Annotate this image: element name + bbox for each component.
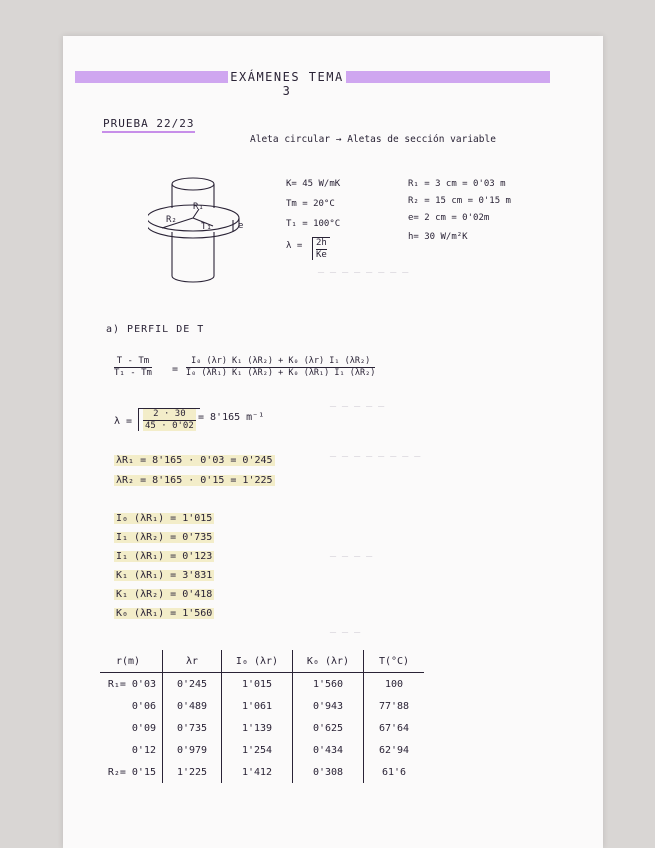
subtitle: Aleta circular → Aletas de sección variable [250,134,496,145]
param-r1: R₁ = 3 cm = 0'03 m [408,179,506,189]
eq-equals: = [172,364,179,375]
temperature-profile-table [100,650,424,783]
table-cell: 1'225 [163,761,222,783]
lambda-def-denominator: Ke [316,250,327,260]
table-header-row [100,650,424,673]
bleed-through: ─ ─ ─ ─ ─ ─ ─ ─ [330,452,421,463]
diagram-label-r2: R₂ [166,215,177,225]
table-cell: 61'6 [364,761,425,783]
table-cell: 0'625 [293,717,364,739]
eq-left-denominator: T₁ - Tm [114,368,152,378]
bleed-through: ─ ─ ─ [330,628,361,639]
table-header: T(°C) [364,650,425,673]
table-cell: 1'254 [222,739,293,761]
table-cell: 0'979 [163,739,222,761]
param-e: e= 2 cm = 0'02m [408,213,490,223]
table-cell: 0'735 [163,717,222,739]
table-cell: 0'06 [131,700,156,712]
lambda-def-fraction [312,237,330,260]
section-a-heading: a) PERFIL DE T [106,324,205,335]
bessel-value: K₀ (λR₁) = 1'560 [116,608,213,619]
table-cell: 67'64 [364,717,425,739]
exam-label: PRUEBA 22/23 [103,117,195,130]
diagram-label-r1: R₁ [193,202,204,212]
lambda-def-numerator: 2h [316,238,327,248]
exam-underline [102,131,195,133]
table-row [100,717,424,739]
table-cell: 0'434 [293,739,364,761]
bleed-through: ─ ─ ─ ─ ─ ─ ─ ─ [318,268,409,279]
table-header: λr [163,650,222,673]
eq-right-numerator: I₀ (λr) K₁ (λR₂) + K₀ (λr) I₁ (λR₂) [186,356,375,368]
table-header: I₀ (λr) [222,650,293,673]
param-r2: R₂ = 15 cm = 0'15 m [408,196,511,206]
table-cell: 0'245 [163,673,222,696]
table-cell: 1'015 [222,673,293,696]
lambda-calc-numerator: 2 · 30 [143,409,196,421]
param-t1: T₁ = 100°C [286,219,341,229]
table-cell: 0'12 [131,744,156,756]
diagram-label-e: e [238,221,244,231]
lambda-def-label: λ = [286,241,303,251]
table-cell: R₂= 0'15 [107,766,156,778]
table-cell: 62'94 [364,739,425,761]
table-cell: 0'489 [163,695,222,717]
table-row [100,695,424,717]
calc-line-lambda-r2: λR₂ = 8'165 · 0'15 = 1'225 [116,475,273,486]
table-cell: 1'560 [293,673,364,696]
page-title: EXÁMENES TEMA 3 [228,70,346,86]
table-cell: 1'412 [222,761,293,783]
table-row [100,739,424,761]
param-h: h= 30 W/m²K [408,232,468,242]
table-header: r(m) [100,650,163,673]
table-row [100,761,424,783]
eq-left-numerator: T - Tm [114,356,152,368]
lambda-calc-result: = 8'165 m⁻¹ [198,412,265,423]
bessel-value: I₁ (λR₂) = 0'735 [116,532,213,543]
table-cell: 1'139 [222,717,293,739]
lambda-calc-denominator: 45 · 0'02 [145,421,194,431]
bessel-value: K₁ (λR₂) = 0'418 [116,589,213,600]
param-tm: Tm = 20°C [286,199,335,209]
bessel-value: K₁ (λR₁) = 3'831 [116,570,213,581]
bleed-through: ─ ─ ─ ─ ─ [330,402,385,413]
eq-right-denominator: I₀ (λR₁) K₁ (λR₂) + K₀ (λR₁) I₁ (λR₂) [186,368,376,378]
table-cell: 1'061 [222,695,293,717]
diagram-label-t1: T₁ [201,222,212,232]
bessel-value: I₀ (λR₁) = 1'015 [116,513,213,524]
table-cell: R₁= 0'03 [107,678,156,690]
bleed-through: ─ ─ ─ ─ [330,552,373,563]
eq-left-fraction [114,356,152,378]
lambda-calc-fraction [138,408,200,431]
param-k: K= 45 W/mK [286,179,341,189]
table-cell: 0'943 [293,695,364,717]
bessel-value: I₁ (λR₁) = 0'123 [116,551,213,562]
table-row [100,673,424,696]
table-cell: 0'308 [293,761,364,783]
table-cell: 77'88 [364,695,425,717]
table-cell: 0'09 [131,722,156,734]
eq-right-fraction [186,356,375,378]
table-header: K₀ (λr) [293,650,364,673]
table-cell: 100 [364,673,425,696]
lambda-calc-label: λ = [114,416,133,427]
calc-line-lambda-r1: λR₁ = 8'165 · 0'03 = 0'245 [116,455,273,466]
